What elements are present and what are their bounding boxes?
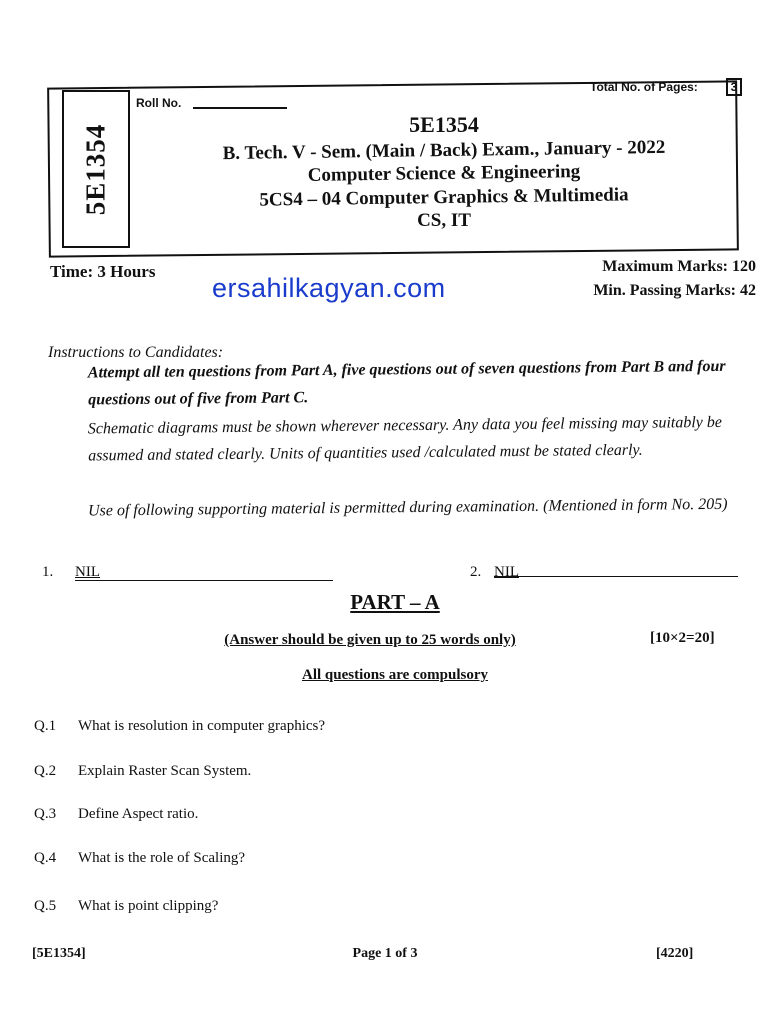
support-item-2-value: NIL (494, 564, 519, 580)
maximum-marks: Maximum Marks: 120 (602, 258, 756, 275)
part-a-title: PART – A (350, 590, 440, 614)
question-number: Q.1 (34, 718, 57, 734)
instruction-1: Attempt all ten questions from Part A, five questions out of seven questions from Part B and four questions out of five from Part C. (87, 357, 726, 409)
watermark: ersahilkagyan.com (212, 273, 446, 303)
question-text: What is resolution in computer graphics? (78, 718, 326, 734)
paper-code-vertical-text: 5E1354 (80, 123, 111, 215)
instruction-2: Schematic diagrams must be shown wherever necessary. Any data you feel missing may suitably be assumed and stated clearly. Units of quantities used /calculated must be stated clearly. (87, 413, 723, 465)
question-5 (34, 898, 218, 915)
question-4 (34, 850, 245, 867)
paper-code-title: 5E1354 (409, 112, 479, 137)
question-text: Define Aspect ratio. (78, 806, 199, 822)
question-number: Q.2 (34, 763, 57, 779)
question-number: Q.4 (34, 850, 57, 866)
question-text: What is point clipping? (78, 898, 219, 914)
support-item-1-value: NIL (75, 564, 100, 580)
instructions-heading: Instructions to Candidates: (48, 344, 224, 361)
total-pages-value: 3 (726, 78, 742, 96)
question-2 (34, 763, 251, 780)
support-item-1-number: 1. (42, 564, 54, 580)
question-text: Explain Raster Scan System. (78, 763, 252, 779)
part-a-rule: All questions are compulsory (302, 667, 488, 683)
footer-paper-code: [5E1354] (32, 946, 86, 961)
footer-page-number: Page 1 of 3 (352, 946, 418, 961)
paper-code-vertical (62, 90, 130, 248)
support-item-2-line (494, 576, 738, 577)
subject-title: 5CS4 – 04 Computer Graphics & Multimedia (259, 184, 629, 211)
total-pages-label: Total No. of Pages: (590, 80, 698, 94)
support-item-2-number: 2. (470, 564, 482, 580)
question-number: Q.3 (34, 806, 57, 822)
footer-serial-number: [4220] (656, 946, 694, 961)
branches-title: CS, IT (417, 210, 471, 231)
exam-time: Time: 3 Hours (50, 262, 156, 281)
roll-number-blank (193, 107, 287, 109)
instruction-3: Use of following supporting material is permitted during examination. (Mentioned in form No. 205) (87, 495, 728, 520)
question-text: What is the role of Scaling? (78, 850, 246, 866)
part-a-marks: [10×2=20] (650, 630, 715, 646)
roll-number-label: Roll No. (136, 96, 182, 110)
department-title: Computer Science & Engineering (307, 161, 581, 186)
min-passing-marks: Min. Passing Marks: 42 (593, 282, 756, 299)
question-3 (34, 806, 198, 823)
support-item-1-line (75, 580, 333, 581)
exam-title: B. Tech. V - Sem. (Main / Back) Exam., January - 2022 (222, 136, 666, 165)
question-number: Q.5 (34, 898, 57, 914)
question-1 (34, 718, 325, 735)
part-a-note: (Answer should be given up to 25 words only) (224, 632, 516, 648)
